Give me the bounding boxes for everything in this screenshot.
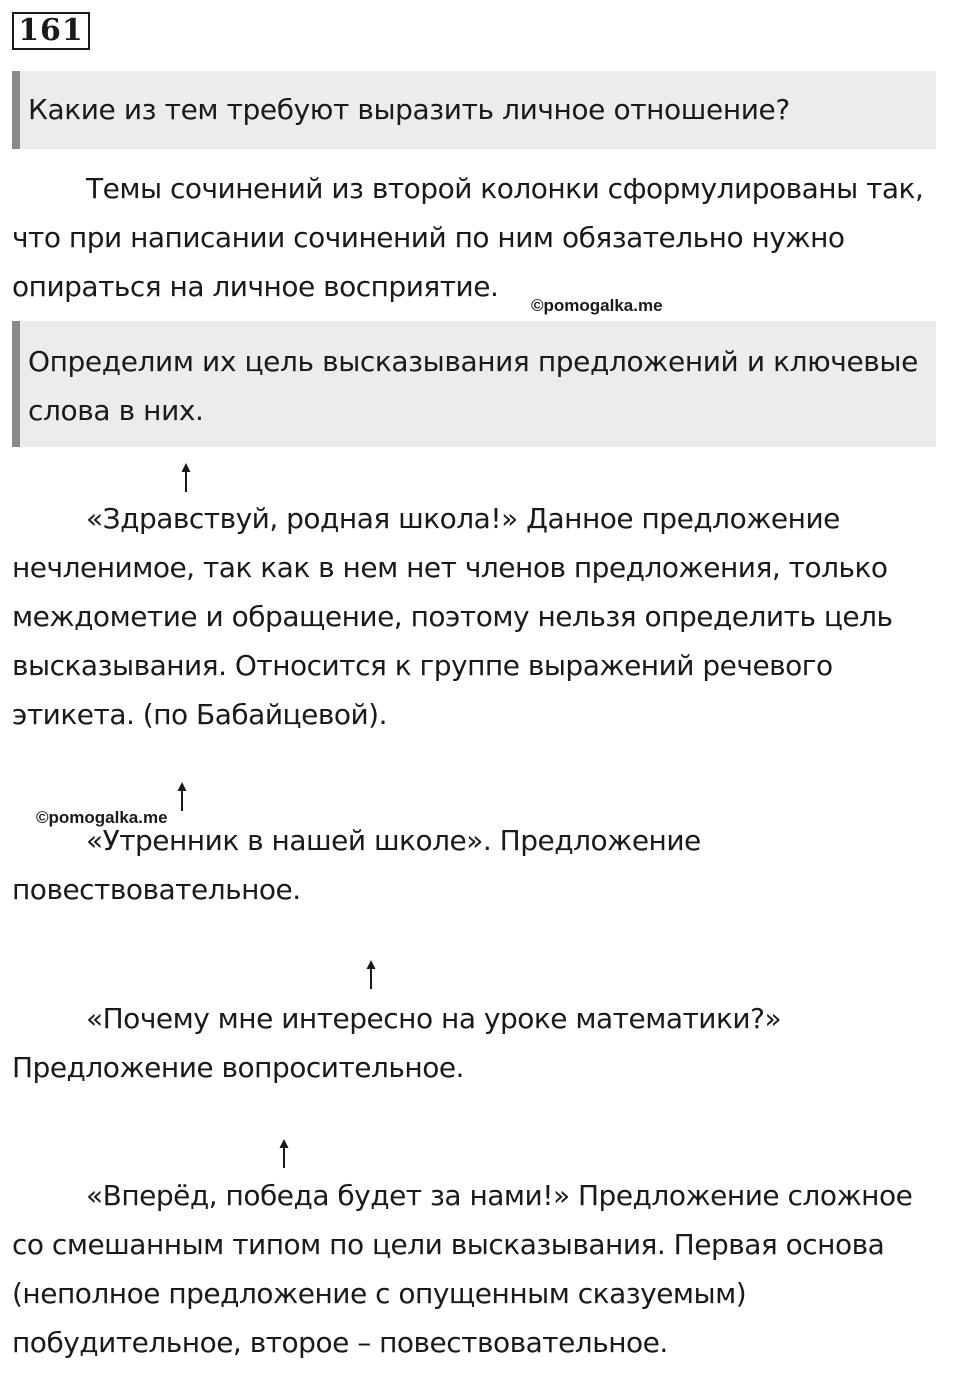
sentence-analysis-paragraph: «Утренник в нашей школе». Предложение повествовательное.: [12, 824, 701, 906]
exercise-number: 161: [12, 12, 90, 50]
question-box-personal-attitude: [12, 71, 936, 149]
arrow-up-icon: [278, 1139, 290, 1169]
answer-paragraph: Темы сочинений из второй колонки сформулированы так, что при написании сочинений по ним обязательно нужно опираться на личное восприятие.: [12, 172, 924, 303]
sentence-analysis-paragraph: «Вперёд, победа будет за нами!» Предложение сложное со смешанным типом по цели высказывания. Первая основа (неполное предложение с опущенным сказуемым) побудительное, второе – повествовательное.: [12, 1179, 913, 1359]
arrow-up-icon: [176, 782, 188, 812]
sentence-analysis-paragraph: «Почему мне интересно на уроке математики?» Предложение вопросительное.: [12, 1002, 782, 1084]
sentence-analysis-paragraph: «Здравствуй, родная школа!» Данное предложение нечленимое, так как в нем нет членов предложения, только междометие и обращение, поэтому нельзя определить цель высказывания. Относится к группе выражений речевого этикета. (по Бабайцевой).: [12, 502, 893, 731]
question-text: Определим их цель высказывания предложений и ключевые слова в них.: [28, 345, 918, 427]
watermark: ©pomogalka.me: [531, 296, 663, 315]
arrow-up-icon: [365, 960, 377, 990]
question-text: Какие из тем требуют выразить личное отношение?: [28, 93, 790, 126]
watermark: ©pomogalka.me: [36, 808, 168, 827]
arrow-up-icon: [180, 463, 192, 493]
question-box-purpose: [12, 321, 936, 447]
